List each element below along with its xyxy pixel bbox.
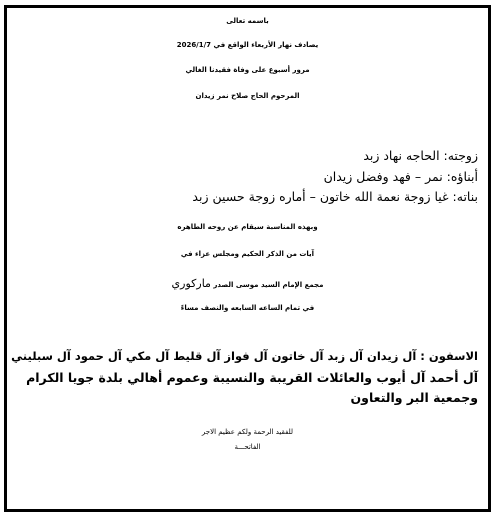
ceremony-line-2: آيات من الذكر الحكيم ومجلس عزاء في [180, 250, 315, 258]
deceased-name: المرحوم الحاج صلاح نمر زيدان [195, 92, 300, 100]
date-line: يصادف نهار الأربعاء الواقع في 2026/1/7 [176, 41, 319, 49]
ceremony-line-4: في تمام الساعه السابعه والنصف مساءً [180, 304, 315, 312]
family-wife: زوجته: الحاجه نهاد زبد [363, 148, 478, 163]
family-daughters: بناته: غيا زوجة نعمة الله خاتون – أماره زوجة حسين زبد [192, 189, 478, 204]
notice-frame [4, 5, 491, 512]
ceremony-line-1: وبهذه المناسبة سيقام عن روحه الطاهره [177, 223, 318, 231]
footer-condolence: للفقيد الرحمة ولكم عظيم الاجر [201, 428, 294, 436]
footer-fatiha: الفاتحـــة [234, 443, 261, 451]
venue-area: ماركوري [171, 277, 211, 290]
mourners-line-3: وجمعية البر والتعاون [350, 390, 478, 405]
invocation: باسمه تعالى [226, 17, 269, 25]
occasion-line: مرور أسبوع على وفاة فقيدنا الغالي [185, 66, 310, 74]
ceremony-line-3 [7, 277, 488, 290]
mourners-line-2: آل أحمد آل أيوب والعائلات القريبة والنسيبة وعموم أهالي بلدة جويا الكرام [26, 370, 478, 385]
venue-name: مجمع الإمام السيد موسى الصدر [213, 281, 324, 289]
family-sons: أبناؤه: نمر – فهد وفضل زيدان [323, 169, 478, 184]
mourners-line-1: الاسفون : آل زيدان آل زبد آل خاتون آل فواز آل قليط آل مكي آل حمود آل سبليني [11, 349, 478, 363]
